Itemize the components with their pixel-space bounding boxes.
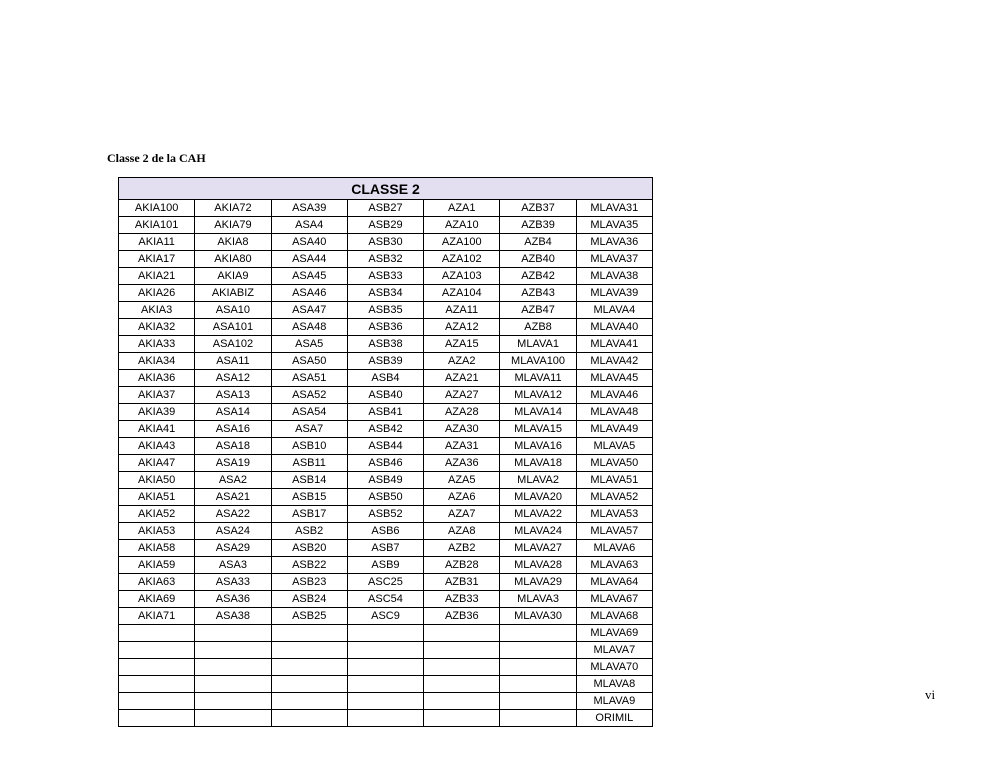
table-cell: ASA52 bbox=[271, 387, 347, 404]
table-cell: MLAVA16 bbox=[500, 438, 576, 455]
table-cell: MLAVA29 bbox=[500, 574, 576, 591]
table-cell: MLAVA27 bbox=[500, 540, 576, 557]
table-cell: MLAVA100 bbox=[500, 353, 576, 370]
table-cell: AKIA21 bbox=[119, 268, 195, 285]
table-cell bbox=[500, 676, 576, 693]
table-cell: ASB33 bbox=[347, 268, 423, 285]
table-cell: ASA21 bbox=[195, 489, 271, 506]
table-cell: MLAVA3 bbox=[500, 591, 576, 608]
table-cell: AZB37 bbox=[500, 200, 576, 217]
table-cell: ASB6 bbox=[347, 523, 423, 540]
table-cell bbox=[119, 625, 195, 642]
table-cell: AKIA80 bbox=[195, 251, 271, 268]
table-cell: AKIA9 bbox=[195, 268, 271, 285]
table-cell: AKIA39 bbox=[119, 404, 195, 421]
table-cell: MLAVA18 bbox=[500, 455, 576, 472]
table-cell: ASB4 bbox=[347, 370, 423, 387]
table-cell: AZB33 bbox=[424, 591, 500, 608]
table-cell: MLAVA7 bbox=[576, 642, 652, 659]
table-cell: ASA5 bbox=[271, 336, 347, 353]
table-cell bbox=[119, 693, 195, 710]
table-row bbox=[119, 285, 653, 302]
table-cell: ASB7 bbox=[347, 540, 423, 557]
table-cell: ASA13 bbox=[195, 387, 271, 404]
table-cell: ASB36 bbox=[347, 319, 423, 336]
table-cell: ASA40 bbox=[271, 234, 347, 251]
table-cell: ASB23 bbox=[271, 574, 347, 591]
table-cell: AZA7 bbox=[424, 506, 500, 523]
table-cell bbox=[195, 676, 271, 693]
table-row bbox=[119, 268, 653, 285]
table-cell: ASB25 bbox=[271, 608, 347, 625]
table-cell: AKIA33 bbox=[119, 336, 195, 353]
table-cell: AZB36 bbox=[424, 608, 500, 625]
table-cell: MLAVA64 bbox=[576, 574, 652, 591]
table-cell: ASA48 bbox=[271, 319, 347, 336]
table-row bbox=[119, 404, 653, 421]
table-cell bbox=[500, 642, 576, 659]
table-cell: MLAVA50 bbox=[576, 455, 652, 472]
table-cell: ASB40 bbox=[347, 387, 423, 404]
table-cell bbox=[195, 642, 271, 659]
table-row bbox=[119, 421, 653, 438]
table-cell: MLAVA9 bbox=[576, 693, 652, 710]
table-header-row bbox=[119, 178, 653, 200]
table-cell: AZA104 bbox=[424, 285, 500, 302]
table-cell: AZB28 bbox=[424, 557, 500, 574]
table-cell: AKIA47 bbox=[119, 455, 195, 472]
table-cell: MLAVA63 bbox=[576, 557, 652, 574]
table-cell bbox=[500, 710, 576, 727]
table-cell: ASA2 bbox=[195, 472, 271, 489]
table-row bbox=[119, 523, 653, 540]
classe-2-table bbox=[118, 177, 653, 727]
table-cell: AZA102 bbox=[424, 251, 500, 268]
table-cell bbox=[424, 676, 500, 693]
table-row bbox=[119, 370, 653, 387]
table-cell: ASB38 bbox=[347, 336, 423, 353]
table-body bbox=[119, 200, 653, 727]
table-cell: ASA22 bbox=[195, 506, 271, 523]
table-cell: ASA51 bbox=[271, 370, 347, 387]
table-row bbox=[119, 234, 653, 251]
table-cell: MLAVA14 bbox=[500, 404, 576, 421]
table-cell: MLAVA68 bbox=[576, 608, 652, 625]
table-cell bbox=[347, 676, 423, 693]
table-caption: Classe 2 de la CAH bbox=[107, 151, 206, 165]
table-cell: AKIA69 bbox=[119, 591, 195, 608]
table-row bbox=[119, 659, 653, 676]
table-cell: ASC9 bbox=[347, 608, 423, 625]
table-cell: ASB41 bbox=[347, 404, 423, 421]
table-cell: AZA100 bbox=[424, 234, 500, 251]
table-row bbox=[119, 557, 653, 574]
table-cell: MLAVA2 bbox=[500, 472, 576, 489]
table-cell: AZB2 bbox=[424, 540, 500, 557]
table-cell: ASB24 bbox=[271, 591, 347, 608]
table-row bbox=[119, 387, 653, 404]
table-cell: ASB39 bbox=[347, 353, 423, 370]
table-cell: AZB42 bbox=[500, 268, 576, 285]
table-cell: MLAVA49 bbox=[576, 421, 652, 438]
table-cell: ASB30 bbox=[347, 234, 423, 251]
table-cell: MLAVA51 bbox=[576, 472, 652, 489]
table-cell: AKIA71 bbox=[119, 608, 195, 625]
table-cell: MLAVA38 bbox=[576, 268, 652, 285]
table-cell: AKIABIZ bbox=[195, 285, 271, 302]
table-cell: MLAVA6 bbox=[576, 540, 652, 557]
table-cell: AKIA11 bbox=[119, 234, 195, 251]
table-cell: ORIMIL bbox=[576, 710, 652, 727]
table-cell: ASA50 bbox=[271, 353, 347, 370]
table-row bbox=[119, 540, 653, 557]
table-cell bbox=[195, 625, 271, 642]
table-cell: MLAVA11 bbox=[500, 370, 576, 387]
table-cell: ASA101 bbox=[195, 319, 271, 336]
table-cell: AKIA26 bbox=[119, 285, 195, 302]
table-cell: ASB44 bbox=[347, 438, 423, 455]
table-cell bbox=[119, 676, 195, 693]
table-cell bbox=[195, 710, 271, 727]
table-cell: ASA11 bbox=[195, 353, 271, 370]
table-cell: ASB20 bbox=[271, 540, 347, 557]
table-cell: MLAVA46 bbox=[576, 387, 652, 404]
table-cell: MLAVA57 bbox=[576, 523, 652, 540]
table-cell bbox=[424, 642, 500, 659]
table-cell: MLAVA28 bbox=[500, 557, 576, 574]
table-cell: ASB17 bbox=[271, 506, 347, 523]
table-cell: MLAVA24 bbox=[500, 523, 576, 540]
table-cell: AZA30 bbox=[424, 421, 500, 438]
table-row bbox=[119, 472, 653, 489]
table-cell: ASC54 bbox=[347, 591, 423, 608]
table-cell: AKIA17 bbox=[119, 251, 195, 268]
table-cell: AZA31 bbox=[424, 438, 500, 455]
table-cell: AZA8 bbox=[424, 523, 500, 540]
table-cell: AZB39 bbox=[500, 217, 576, 234]
table-cell: MLAVA40 bbox=[576, 319, 652, 336]
table-cell: AZA27 bbox=[424, 387, 500, 404]
table-cell: MLAVA31 bbox=[576, 200, 652, 217]
table-cell: AKIA63 bbox=[119, 574, 195, 591]
table-cell bbox=[271, 659, 347, 676]
table-cell: MLAVA53 bbox=[576, 506, 652, 523]
table-cell: AKIA59 bbox=[119, 557, 195, 574]
table-cell: AZA21 bbox=[424, 370, 500, 387]
table-cell: ASA24 bbox=[195, 523, 271, 540]
table-cell: MLAVA1 bbox=[500, 336, 576, 353]
table-cell: AKIA43 bbox=[119, 438, 195, 455]
table-cell: AZA2 bbox=[424, 353, 500, 370]
table-cell: ASB35 bbox=[347, 302, 423, 319]
table-cell bbox=[424, 625, 500, 642]
table-cell: MLAVA42 bbox=[576, 353, 652, 370]
table-row bbox=[119, 710, 653, 727]
table-cell bbox=[271, 710, 347, 727]
table-cell: MLAVA15 bbox=[500, 421, 576, 438]
table-cell: AKIA50 bbox=[119, 472, 195, 489]
table-cell: ASA54 bbox=[271, 404, 347, 421]
table-cell: ASA36 bbox=[195, 591, 271, 608]
table-cell: ASB49 bbox=[347, 472, 423, 489]
table-cell bbox=[424, 710, 500, 727]
table-cell: MLAVA12 bbox=[500, 387, 576, 404]
table-cell: AKIA8 bbox=[195, 234, 271, 251]
table-cell: ASA3 bbox=[195, 557, 271, 574]
table-cell: AKIA41 bbox=[119, 421, 195, 438]
table-cell bbox=[347, 642, 423, 659]
table-row bbox=[119, 591, 653, 608]
table-cell: ASB11 bbox=[271, 455, 347, 472]
table-cell: ASA19 bbox=[195, 455, 271, 472]
table-cell: AKIA3 bbox=[119, 302, 195, 319]
table-cell: ASB32 bbox=[347, 251, 423, 268]
table-cell bbox=[271, 693, 347, 710]
table-cell bbox=[500, 659, 576, 676]
table-cell: AZA1 bbox=[424, 200, 500, 217]
table-cell: ASA44 bbox=[271, 251, 347, 268]
table-cell: AZB8 bbox=[500, 319, 576, 336]
table-cell: MLAVA36 bbox=[576, 234, 652, 251]
table-title: CLASSE 2 bbox=[119, 178, 653, 200]
table-cell: MLAVA52 bbox=[576, 489, 652, 506]
table-cell: ASA16 bbox=[195, 421, 271, 438]
table-cell: ASA45 bbox=[271, 268, 347, 285]
table-row bbox=[119, 693, 653, 710]
table-cell bbox=[500, 693, 576, 710]
table-cell: AKIA101 bbox=[119, 217, 195, 234]
table-cell: ASB14 bbox=[271, 472, 347, 489]
table-cell: AKIA58 bbox=[119, 540, 195, 557]
table-row bbox=[119, 302, 653, 319]
table-cell: MLAVA41 bbox=[576, 336, 652, 353]
table-cell: MLAVA39 bbox=[576, 285, 652, 302]
table-cell: AZB40 bbox=[500, 251, 576, 268]
table-cell: ASA38 bbox=[195, 608, 271, 625]
table-cell: AZA6 bbox=[424, 489, 500, 506]
table-cell: AKIA72 bbox=[195, 200, 271, 217]
table-cell: ASA39 bbox=[271, 200, 347, 217]
table-row bbox=[119, 574, 653, 591]
table-cell: MLAVA70 bbox=[576, 659, 652, 676]
table-cell: ASB15 bbox=[271, 489, 347, 506]
table-cell bbox=[271, 625, 347, 642]
table-cell: ASC25 bbox=[347, 574, 423, 591]
table-cell: ASB10 bbox=[271, 438, 347, 455]
table-cell: ASB46 bbox=[347, 455, 423, 472]
table-cell: MLAVA20 bbox=[500, 489, 576, 506]
table-cell: MLAVA69 bbox=[576, 625, 652, 642]
table-cell: ASB22 bbox=[271, 557, 347, 574]
table-cell: MLAVA22 bbox=[500, 506, 576, 523]
table-cell: AZB4 bbox=[500, 234, 576, 251]
table-cell: MLAVA5 bbox=[576, 438, 652, 455]
table-row bbox=[119, 625, 653, 642]
table-cell: AZA12 bbox=[424, 319, 500, 336]
table-cell: AZA103 bbox=[424, 268, 500, 285]
table-cell: ASA47 bbox=[271, 302, 347, 319]
table-cell: ASB9 bbox=[347, 557, 423, 574]
table-row bbox=[119, 438, 653, 455]
table-cell: MLAVA48 bbox=[576, 404, 652, 421]
table-cell bbox=[119, 710, 195, 727]
table-cell: ASA33 bbox=[195, 574, 271, 591]
table-cell: ASB42 bbox=[347, 421, 423, 438]
table-cell: ASB2 bbox=[271, 523, 347, 540]
table-cell: ASA4 bbox=[271, 217, 347, 234]
table-cell bbox=[195, 659, 271, 676]
table-row bbox=[119, 455, 653, 472]
table-cell: AZA36 bbox=[424, 455, 500, 472]
table-cell: ASB50 bbox=[347, 489, 423, 506]
table-cell: MLAVA8 bbox=[576, 676, 652, 693]
table-cell: MLAVA37 bbox=[576, 251, 652, 268]
table-cell: MLAVA4 bbox=[576, 302, 652, 319]
table-cell: AZB43 bbox=[500, 285, 576, 302]
table-cell bbox=[271, 676, 347, 693]
table-cell bbox=[119, 659, 195, 676]
table-cell: AKIA36 bbox=[119, 370, 195, 387]
table-cell: ASA7 bbox=[271, 421, 347, 438]
table-cell bbox=[347, 710, 423, 727]
table-cell: ASA46 bbox=[271, 285, 347, 302]
table-row bbox=[119, 489, 653, 506]
table-cell: ASA18 bbox=[195, 438, 271, 455]
table-cell: AKIA52 bbox=[119, 506, 195, 523]
page-number: vi bbox=[925, 687, 936, 702]
table-cell: MLAVA45 bbox=[576, 370, 652, 387]
table-cell: AZA10 bbox=[424, 217, 500, 234]
table-cell bbox=[271, 642, 347, 659]
table-cell: ASB27 bbox=[347, 200, 423, 217]
table-cell: AKIA100 bbox=[119, 200, 195, 217]
table-cell: AKIA34 bbox=[119, 353, 195, 370]
table-cell: MLAVA35 bbox=[576, 217, 652, 234]
table-row bbox=[119, 608, 653, 625]
table-cell: ASA10 bbox=[195, 302, 271, 319]
table-cell bbox=[424, 659, 500, 676]
table-row bbox=[119, 217, 653, 234]
table-cell: ASB52 bbox=[347, 506, 423, 523]
table-cell: AKIA53 bbox=[119, 523, 195, 540]
table-cell: AKIA37 bbox=[119, 387, 195, 404]
table-cell bbox=[500, 625, 576, 642]
table-cell: ASA12 bbox=[195, 370, 271, 387]
table-cell bbox=[119, 642, 195, 659]
table-cell: ASA29 bbox=[195, 540, 271, 557]
table-row bbox=[119, 676, 653, 693]
table-row bbox=[119, 353, 653, 370]
table-row bbox=[119, 642, 653, 659]
table-cell: MLAVA30 bbox=[500, 608, 576, 625]
table-cell: ASA102 bbox=[195, 336, 271, 353]
table-cell bbox=[347, 693, 423, 710]
table-cell: AZA11 bbox=[424, 302, 500, 319]
table-cell bbox=[347, 625, 423, 642]
table-cell: ASB29 bbox=[347, 217, 423, 234]
table-cell: AKIA32 bbox=[119, 319, 195, 336]
table-cell: AZB31 bbox=[424, 574, 500, 591]
table-cell: AZA15 bbox=[424, 336, 500, 353]
table-cell: MLAVA67 bbox=[576, 591, 652, 608]
table-row bbox=[119, 336, 653, 353]
table-cell: AKIA51 bbox=[119, 489, 195, 506]
table-cell bbox=[424, 693, 500, 710]
table-row bbox=[119, 319, 653, 336]
table-cell: ASB34 bbox=[347, 285, 423, 302]
table-cell: AZA28 bbox=[424, 404, 500, 421]
table-cell bbox=[347, 659, 423, 676]
table-cell: AZA5 bbox=[424, 472, 500, 489]
table-row bbox=[119, 251, 653, 268]
table-cell: AKIA79 bbox=[195, 217, 271, 234]
table-cell bbox=[195, 693, 271, 710]
table-row bbox=[119, 506, 653, 523]
table-cell: ASA14 bbox=[195, 404, 271, 421]
table-row bbox=[119, 200, 653, 217]
table-cell: AZB47 bbox=[500, 302, 576, 319]
